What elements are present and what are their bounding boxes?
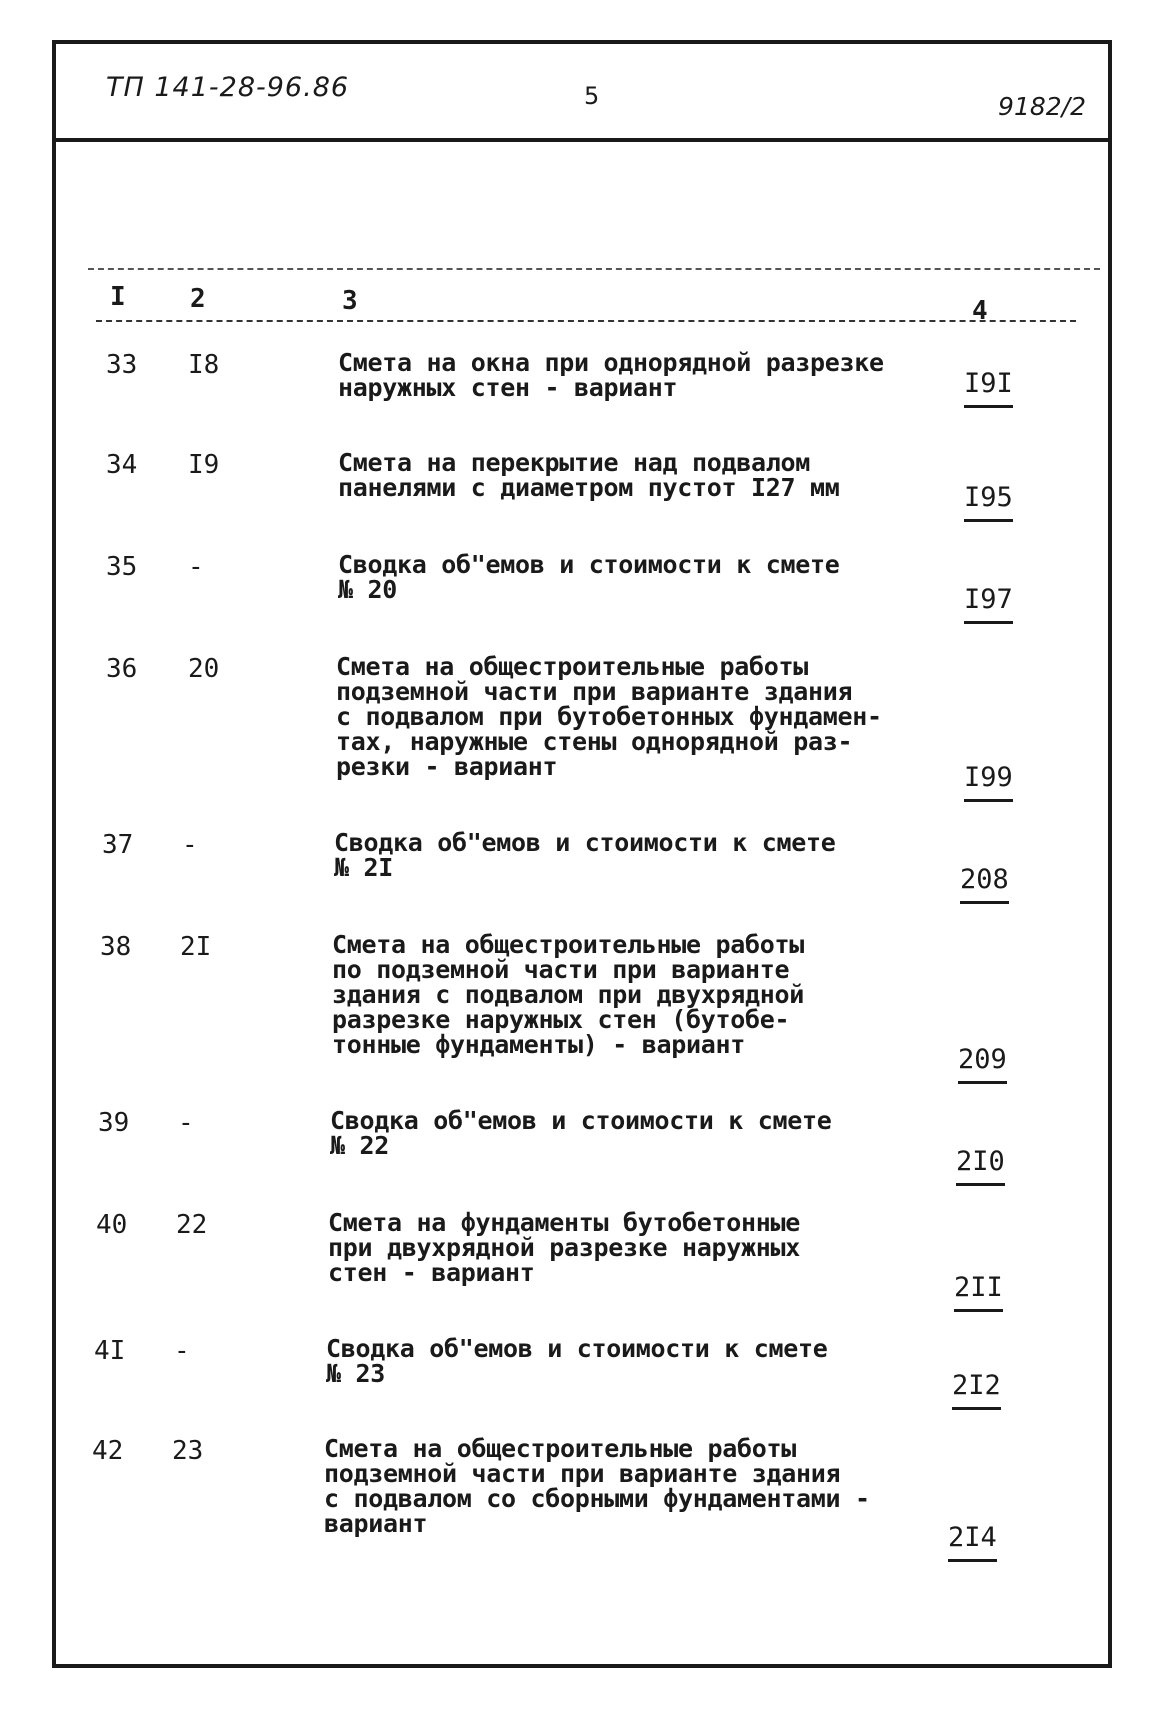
- title-block: [56, 44, 1108, 142]
- estimate-number: -: [174, 1336, 190, 1366]
- estimate-number: 22: [176, 1210, 208, 1240]
- estimate-number: 20: [188, 654, 220, 684]
- row-title: Смета на общестроительные работы по подземной части при варианте здания с подвалом при двухрядной разрезке наружных стен (бутобе- тонные фундаменты) - вариант: [332, 930, 805, 1059]
- row-page: 209: [958, 1044, 1007, 1084]
- column-header-1: I: [110, 282, 126, 312]
- column-header-4: 4: [972, 296, 988, 326]
- table-header-rule: [96, 320, 1076, 322]
- row-page: I95: [964, 482, 1013, 522]
- column-header-2: 2: [190, 284, 206, 314]
- row-title: Сводка об"емов и стоимости к смете № 23: [326, 1334, 828, 1388]
- row-number: 34: [106, 450, 138, 480]
- estimate-number: -: [178, 1108, 194, 1138]
- row-title: Сводка об"емов и стоимости к смете № 20: [338, 550, 840, 604]
- row-page: 2I4: [948, 1522, 997, 1562]
- row-number: 39: [98, 1108, 130, 1138]
- row-number: 37: [102, 830, 134, 860]
- row-title: Сводка об"емов и стоимости к смете № 2I: [334, 828, 836, 882]
- estimate-number: I9: [188, 450, 220, 480]
- row-number: 35: [106, 552, 138, 582]
- column-header-3: 3: [342, 286, 358, 316]
- row-number: 42: [92, 1436, 124, 1466]
- estimate-number: 2I: [180, 932, 212, 962]
- row-title: Смета на общестроительные работы подземной части при варианте здания с подвалом со сборными фундаментами - вариант: [324, 1434, 870, 1538]
- row-page: 2I2: [952, 1370, 1001, 1410]
- row-number: 40: [96, 1210, 128, 1240]
- row-title: Смета на перекрытие над подвалом панелями с диаметром пустот I27 мм: [338, 448, 840, 502]
- row-title: Смета на фундаменты бутобетонные при двухрядной разрезке наружных стен - вариант: [328, 1208, 801, 1287]
- document-code: ТП 141-28-96.86: [106, 72, 350, 103]
- estimate-number: 23: [172, 1436, 204, 1466]
- estimate-number: -: [182, 830, 198, 860]
- table-top-rule: [88, 268, 1100, 270]
- inventory-number: 9182/2: [998, 92, 1086, 121]
- row-page: 208: [960, 864, 1009, 904]
- row-page: I9I: [964, 368, 1013, 408]
- row-title: Сводка об"емов и стоимости к смете № 22: [330, 1106, 832, 1160]
- estimate-number: I8: [188, 350, 220, 380]
- row-page: I97: [964, 584, 1013, 624]
- row-title: Смета на окна при однорядной разрезке наружных стен - вариант: [338, 348, 884, 402]
- row-number: 33: [106, 350, 138, 380]
- row-number: 4I: [94, 1336, 126, 1366]
- row-page: 2I0: [956, 1146, 1005, 1186]
- row-page: I99: [964, 762, 1013, 802]
- page-number: 5: [584, 82, 600, 110]
- row-number: 38: [100, 932, 132, 962]
- estimate-number: -: [188, 552, 204, 582]
- row-title: Смета на общестроительные работы подземной части при варианте здания с подвалом при бутобетонных фундамен- тах, наружные стены однорядной раз- резки - вариант: [336, 652, 882, 781]
- row-number: 36: [106, 654, 138, 684]
- row-page: 2II: [954, 1272, 1003, 1312]
